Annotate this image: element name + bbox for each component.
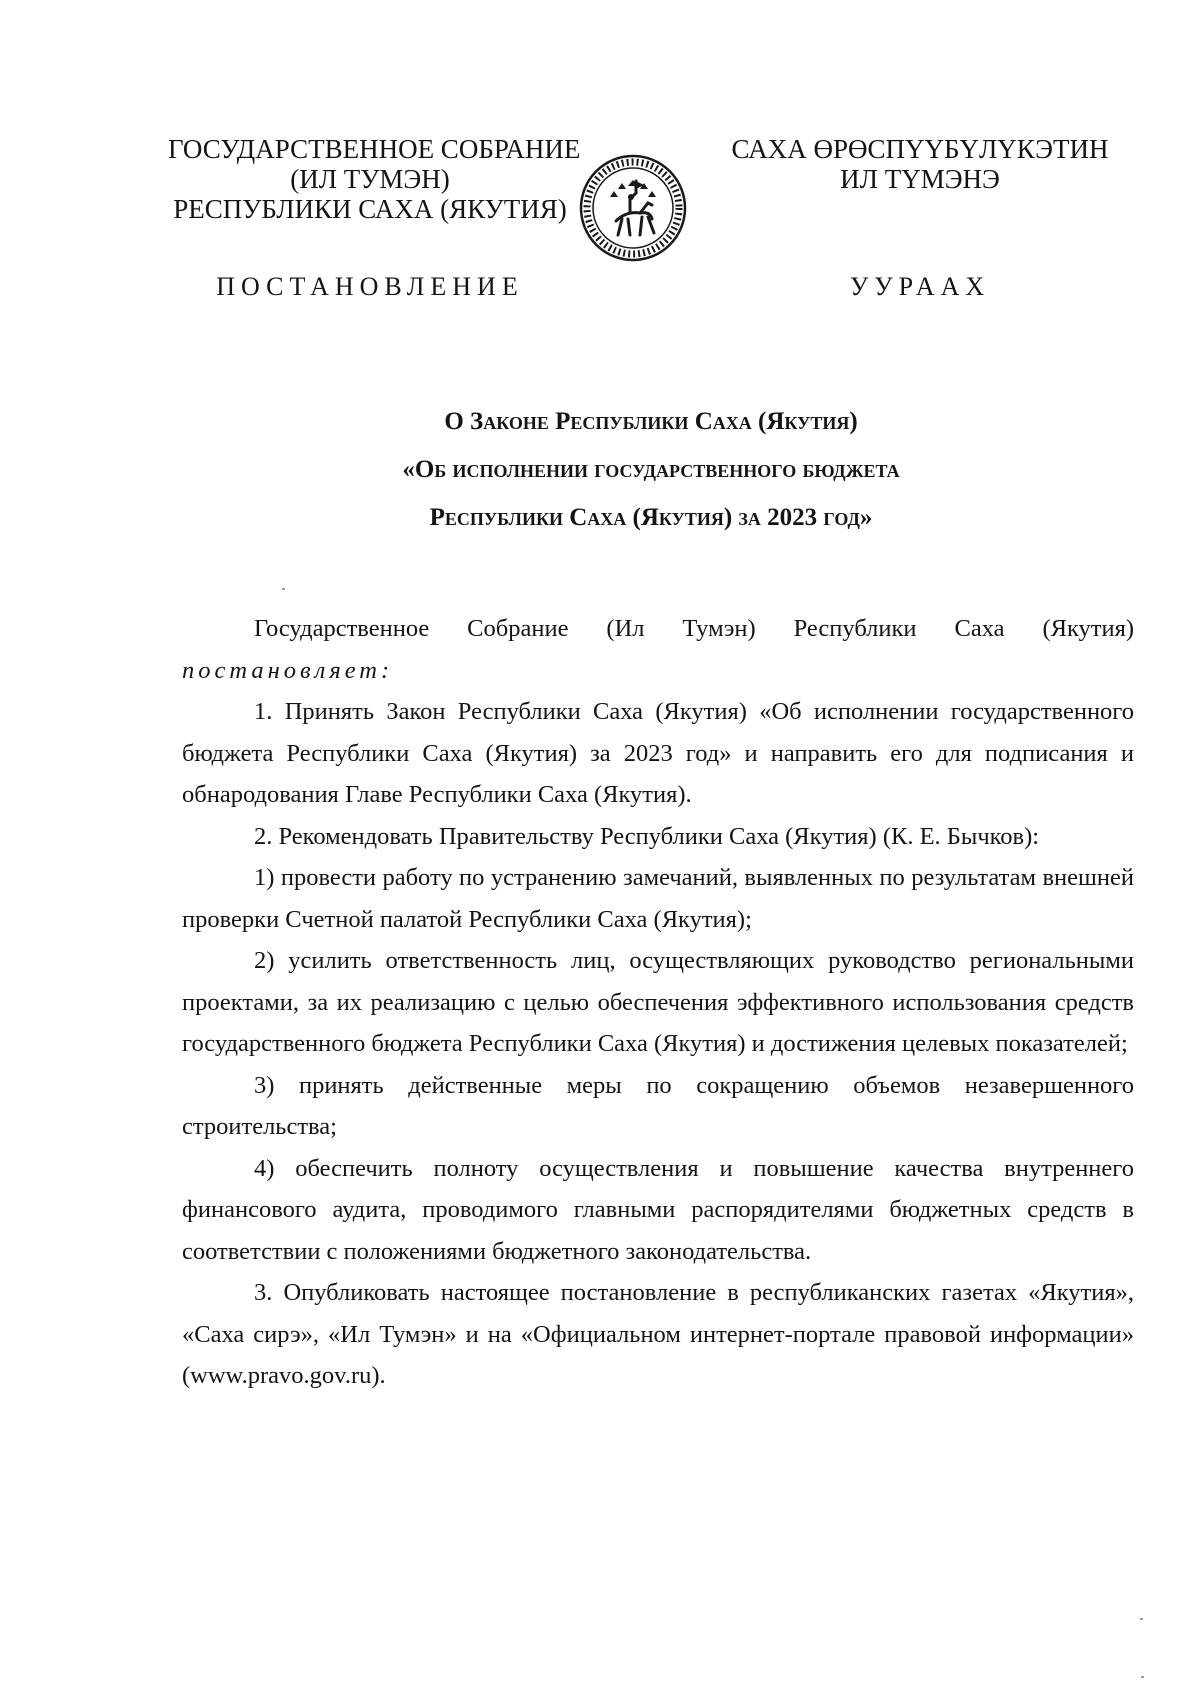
paragraph-2-2: 2) усилить ответственность лиц, осуществляющих руководство региональными проектами, за их реализацию с целью обеспечения эффективного использования средств государственного бюджета Республики Саха (Якутия) и достижения целевых показателей; [182, 947, 1134, 1057]
title-line-2: «Об исполнении государственного бюджета [402, 456, 900, 483]
paragraph-2-1: 1) провести работу по устранению замечаний, выявленных по результатам внешней проверки Счетной палатой Республики Саха (Якутия); [182, 864, 1134, 933]
title-line-3: Республики Саха (Якутия) за 2023 год» [429, 504, 873, 531]
coat-of-arms-icon [578, 153, 688, 263]
intro-text: Государственное Собрание (Ил Тумэн) Республики Саха (Якутия) [254, 615, 1134, 642]
header-right-line-2: ИЛ ТҮМЭНЭ [840, 164, 1000, 194]
doc-type-ru: ПОСТАНОВЛЕНИЕ [216, 272, 524, 301]
paragraph-2-4: 4) обеспечить полноту осуществления и повышение качества внутреннего финансового аудита, проводимого главными распорядителями бюджетных средств в соответствии с положениями бюджетного законодательства. [182, 1154, 1134, 1265]
header-left-block [168, 134, 581, 224]
paragraph-3: 3. Опубликовать настоящее постановление в республиканских газетах «Якутия», «Саха сирэ», «Ил Тумэн» и на «Официальном интернет-портале правовой информации» (www.pravo.gov.ru). [182, 1279, 1134, 1389]
paragraph-2: 2. Рекомендовать Правительству Республики Саха (Якутия) (К. Е. Бычков): [254, 822, 1040, 850]
paragraph-2-3: 3) принять действенные меры по сокращению объемов незавершенного строительства; [182, 1071, 1134, 1140]
decides-line [182, 650, 1134, 692]
scan-speck [1140, 1618, 1143, 1620]
document-title [168, 398, 1134, 542]
header-right-block [730, 134, 1110, 194]
header-left-line-2: (ИЛ ТУМЭН) [290, 164, 450, 194]
header-left-line-1: ГОСУДАРСТВЕННОЕ СОБРАНИЕ [168, 134, 581, 164]
decides-text: постановляет: [182, 656, 394, 684]
header-left-line-3: РЕСПУБЛИКИ САХА (ЯКУТИЯ) [173, 194, 567, 224]
document-body [182, 608, 1134, 1397]
scan-speck [1141, 1676, 1144, 1678]
paragraph-1: 1. Принять Закон Республики Саха (Якутия) «Об исполнении государственного бюджета Республики Саха (Якутия) за 2023 год» и направить его для подписания и обнародования Главе Республики Саха (Якутия). [182, 698, 1134, 808]
intro-paragraph [182, 608, 1134, 650]
title-line-1: О Законе Республики Саха (Якутия) [444, 408, 858, 435]
doc-type-sakha: УУРААХ [849, 272, 991, 301]
scan-speck [282, 588, 285, 590]
header-right-line-1: САХА ӨРӨСПҮҮБҮЛҮКЭТИН [731, 134, 1109, 164]
